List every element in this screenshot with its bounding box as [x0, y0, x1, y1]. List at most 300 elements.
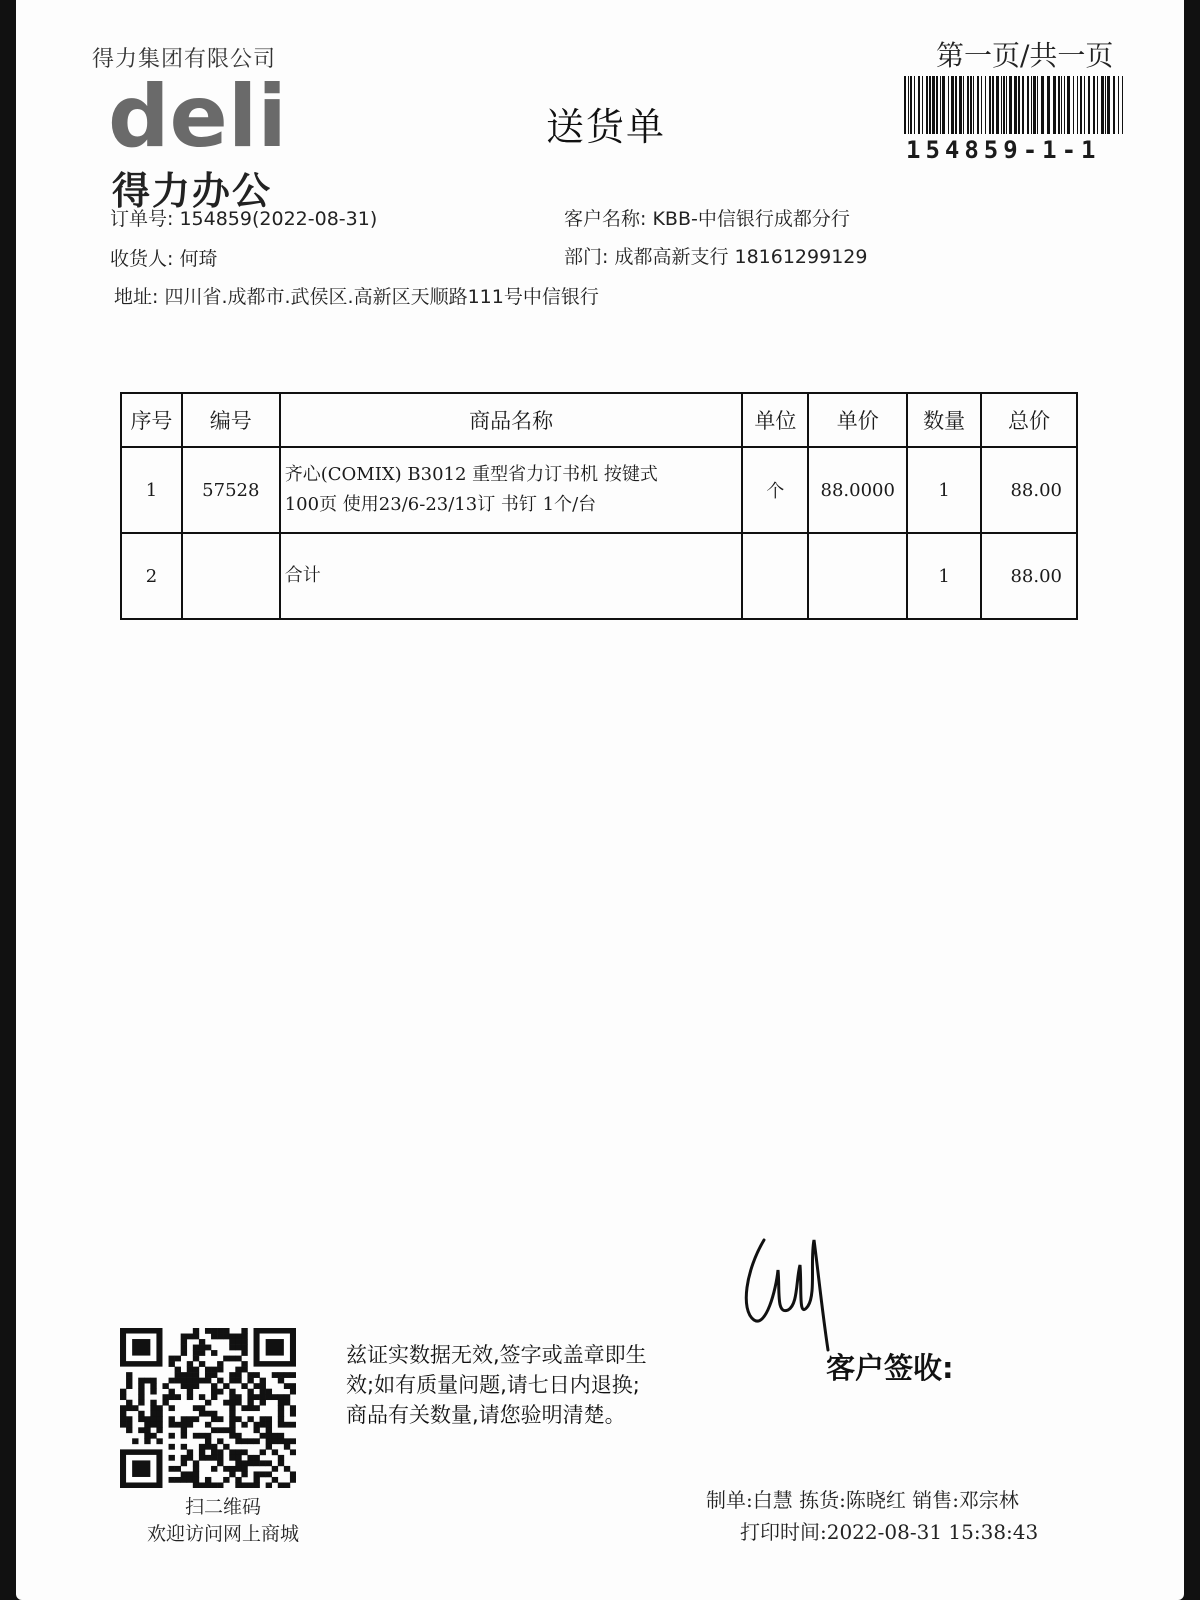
order-label: 订单号:: [110, 208, 174, 230]
qr-module: [229, 1416, 235, 1422]
qr-module: [235, 1367, 241, 1373]
qr-module: [223, 1477, 229, 1483]
qr-module: [120, 1405, 126, 1411]
qr-module: [193, 1356, 199, 1362]
qr-module: [254, 1394, 260, 1400]
qr-module: [211, 1444, 217, 1450]
qr-module: [193, 1460, 199, 1466]
qr-module: [254, 1471, 260, 1477]
qr-module: [223, 1466, 229, 1472]
qr-module: [223, 1334, 229, 1340]
qr-module: [211, 1482, 217, 1488]
qr-module: [260, 1416, 266, 1422]
barcode-bar: [1093, 76, 1095, 134]
qr-module: [260, 1422, 266, 1428]
qr-module: [120, 1416, 126, 1422]
qr-module: [211, 1383, 217, 1389]
cell-unit-price: 88.0000: [808, 447, 907, 533]
qr-module: [229, 1471, 235, 1477]
qr-module: [229, 1422, 235, 1428]
qr-module: [181, 1383, 187, 1389]
qr-module: [205, 1482, 211, 1488]
qr-module: [138, 1427, 144, 1433]
qr-module: [247, 1405, 253, 1411]
barcode-number: 154859-1-1: [906, 136, 1101, 164]
barcode-bar: [1088, 76, 1090, 134]
receiver-value: 何琦: [179, 248, 218, 270]
barcode-bar: [904, 76, 906, 134]
qr-module: [223, 1383, 229, 1389]
qr-module: [126, 1378, 132, 1384]
header-code: 编号: [182, 393, 280, 447]
qr-module: [254, 1438, 260, 1444]
qr-module: [181, 1422, 187, 1428]
qr-module: [229, 1339, 235, 1345]
barcode-bar: [910, 76, 912, 134]
barcode-bar: [1041, 76, 1044, 134]
qr-module: [241, 1482, 247, 1488]
barcode-bar: [1113, 76, 1115, 134]
qr-module: [266, 1394, 272, 1400]
barcode-bar: [1001, 76, 1002, 134]
qr-module: [150, 1411, 156, 1417]
barcode-bar: [963, 76, 964, 134]
qr-module: [229, 1411, 235, 1417]
qr-module: [260, 1433, 266, 1439]
qr-finder: [266, 1339, 284, 1356]
qr-module: [126, 1372, 132, 1378]
qr-module: [175, 1378, 181, 1384]
qr-module: [187, 1361, 193, 1367]
qr-module: [199, 1345, 205, 1351]
qr-module: [211, 1389, 217, 1395]
qr-module: [247, 1400, 253, 1406]
qr-module: [169, 1416, 175, 1422]
qr-module: [181, 1350, 187, 1356]
qr-module: [205, 1367, 211, 1373]
barcode-bar: [992, 76, 994, 134]
qr-module: [247, 1416, 253, 1422]
barcode-bar: [1097, 76, 1098, 134]
barcode-bar: [1053, 76, 1056, 134]
qr-module: [144, 1378, 150, 1384]
barcode-bar: [1033, 76, 1036, 134]
qr-module: [199, 1433, 205, 1439]
barcode-bar: [1003, 76, 1005, 134]
qr-module: [138, 1411, 144, 1417]
qr-module: [169, 1389, 175, 1395]
qr-module: [278, 1405, 284, 1411]
qr-module: [247, 1389, 253, 1395]
table-header-row: [121, 393, 1077, 447]
qr-module: [229, 1433, 235, 1439]
qr-module: [175, 1422, 181, 1428]
product-name-line2: 100页 使用23/6-23/13订 书钉 1个/台: [284, 494, 597, 515]
barcode-bar: [1037, 76, 1038, 134]
customer-name: [564, 204, 850, 231]
qr-module: [181, 1334, 187, 1340]
qr-module: [254, 1422, 260, 1428]
barcode-bar: [936, 76, 938, 134]
qr-module: [241, 1449, 247, 1455]
qr-module: [199, 1449, 205, 1455]
barcode-bar: [914, 76, 915, 134]
barcode-bar: [973, 76, 974, 134]
qr-module: [187, 1367, 193, 1373]
qr-finder: [132, 1460, 150, 1477]
barcode-bar: [908, 76, 909, 134]
barcode-bar: [1101, 76, 1104, 134]
qr-module: [254, 1482, 260, 1488]
qr-module: [254, 1405, 260, 1411]
qr-module: [211, 1427, 217, 1433]
barcode-bar: [1107, 76, 1110, 134]
header-product-name: 商品名称: [280, 393, 743, 447]
qr-module: [175, 1367, 181, 1373]
qr-module: [278, 1411, 284, 1417]
qr-module: [260, 1383, 266, 1389]
qr-module: [211, 1416, 217, 1422]
qr-module: [290, 1411, 296, 1417]
qr-module: [290, 1389, 296, 1395]
address: [114, 282, 599, 309]
barcode-bar: [1067, 76, 1070, 134]
qr-module: [187, 1394, 193, 1400]
qr-module: [217, 1482, 223, 1488]
qr-module: [247, 1372, 253, 1378]
qr-module: [169, 1455, 175, 1461]
qr-module: [223, 1444, 229, 1450]
barcode-bar: [981, 76, 982, 134]
header-quantity: 数量: [907, 393, 981, 447]
qr-module: [241, 1345, 247, 1351]
qr-module: [156, 1422, 162, 1428]
qr-module: [266, 1427, 272, 1433]
qr-module: [193, 1477, 199, 1483]
qr-module: [284, 1422, 290, 1428]
qr-module: [132, 1438, 138, 1444]
qr-finder: [132, 1339, 150, 1356]
qr-module: [217, 1334, 223, 1340]
barcode-bar: [955, 76, 957, 134]
qr-module: [254, 1460, 260, 1466]
qr-module: [266, 1389, 272, 1395]
qr-module: [211, 1334, 217, 1340]
qr-module: [235, 1345, 241, 1351]
qr-module: [229, 1345, 235, 1351]
qr-module: [175, 1477, 181, 1483]
barcode-bar: [1118, 76, 1119, 134]
qr-module: [229, 1378, 235, 1384]
qr-module: [241, 1422, 247, 1428]
qr-module: [266, 1460, 272, 1466]
qr-module: [181, 1378, 187, 1384]
qr-module: [241, 1438, 247, 1444]
barcode-bar: [1073, 76, 1074, 134]
qr-module: [260, 1389, 266, 1395]
qr-module: [247, 1455, 253, 1461]
department: [564, 242, 867, 269]
qr-module: [229, 1372, 235, 1378]
qr-module: [193, 1482, 199, 1488]
qr-module: [260, 1471, 266, 1477]
qr-module: [229, 1394, 235, 1400]
qr-module: [217, 1449, 223, 1455]
qr-module: [241, 1466, 247, 1472]
qr-module: [272, 1449, 278, 1455]
qr-module: [169, 1444, 175, 1450]
qr-module: [235, 1356, 241, 1362]
qr-module: [187, 1477, 193, 1483]
qr-module: [272, 1477, 278, 1483]
qr-module: [260, 1378, 266, 1384]
qr-module: [278, 1394, 284, 1400]
barcode-bar: [951, 76, 954, 134]
print-time: 打印时间:2022-08-31 15:38:43: [740, 1520, 1039, 1544]
header-unit-price: 单价: [808, 393, 907, 447]
qr-module: [187, 1378, 193, 1384]
qr-module: [229, 1466, 235, 1472]
qr-module: [266, 1471, 272, 1477]
qr-caption-line1: 扫二维码: [184, 1496, 261, 1518]
qr-module: [181, 1471, 187, 1477]
barcode-bar: [1077, 76, 1078, 134]
qr-module: [241, 1405, 247, 1411]
barcode-bar: [977, 76, 979, 134]
receiver: [110, 244, 217, 271]
qr-module: [144, 1416, 150, 1422]
qr-module: [272, 1394, 278, 1400]
barcode-bar: [940, 76, 941, 134]
qr-module: [260, 1394, 266, 1400]
cell-code: 57528: [182, 447, 280, 533]
qr-module: [187, 1372, 193, 1378]
cell-total: 88.00: [981, 533, 1077, 619]
qr-module: [150, 1389, 156, 1395]
qr-module: [235, 1482, 241, 1488]
barcode-bar: [1047, 76, 1050, 134]
qr-module: [193, 1466, 199, 1472]
qr-module: [205, 1345, 211, 1351]
qr-module: [199, 1361, 205, 1367]
qr-module: [150, 1378, 156, 1384]
qr-module: [156, 1411, 162, 1417]
qr-module: [217, 1378, 223, 1384]
qr-module: [138, 1389, 144, 1395]
qr-module: [278, 1433, 284, 1439]
qr-module: [229, 1427, 235, 1433]
qr-module: [187, 1422, 193, 1428]
qr-module: [169, 1356, 175, 1362]
qr-module: [169, 1477, 175, 1483]
qr-module: [290, 1422, 296, 1428]
qr-module: [247, 1482, 253, 1488]
qr-module: [193, 1471, 199, 1477]
qr-module: [272, 1466, 278, 1472]
qr-module: [278, 1400, 284, 1406]
qr-module: [284, 1438, 290, 1444]
qr-module: [181, 1455, 187, 1461]
qr-module: [169, 1422, 175, 1428]
customer-label: 客户名称:: [564, 208, 647, 230]
qr-module: [138, 1378, 144, 1384]
qr-module: [199, 1339, 205, 1345]
staff-line: 制单:白慧 拣货:陈晓红 销售:邓宗林: [706, 1488, 1019, 1512]
qr-module: [199, 1378, 205, 1384]
qr-module: [193, 1350, 199, 1356]
logo-chinese-text: 得力办公: [112, 169, 273, 213]
qr-caption: [128, 1494, 318, 1548]
notice-text: [346, 1340, 726, 1430]
barcode-bar: [1027, 76, 1029, 134]
qr-module: [241, 1328, 247, 1334]
qr-module: [156, 1438, 162, 1444]
qr-module: [187, 1383, 193, 1389]
qr-module: [144, 1433, 150, 1439]
qr-module: [126, 1400, 132, 1406]
notice-line: 效;如有质量问题,请七日内退换;: [346, 1373, 640, 1397]
qr-module: [181, 1427, 187, 1433]
qr-module: [266, 1444, 272, 1450]
customer-value: KBB-中信银行成都分行: [652, 208, 850, 230]
qr-module: [290, 1405, 296, 1411]
qr-module: [120, 1389, 126, 1395]
qr-module: [162, 1400, 168, 1406]
qr-module: [284, 1383, 290, 1389]
barcode-bar: [967, 76, 969, 134]
department-label: 部门:: [564, 246, 609, 268]
product-name-line1: 齐心(COMIX) B3012 重型省力订书机 按键式: [284, 464, 658, 485]
qr-module: [175, 1394, 181, 1400]
qr-module: [181, 1460, 187, 1466]
barcode-bar: [989, 76, 991, 134]
header-unit: 单位: [742, 393, 808, 447]
page-info: 第一页/共一页: [936, 39, 1114, 72]
qr-module: [235, 1372, 241, 1378]
qr-module: [169, 1405, 175, 1411]
qr-module: [175, 1372, 181, 1378]
qr-module: [266, 1422, 272, 1428]
qr-module: [120, 1411, 126, 1417]
qr-module: [169, 1378, 175, 1384]
qr-module: [126, 1422, 132, 1428]
qr-module: [229, 1334, 235, 1340]
qr-module: [235, 1378, 241, 1384]
qr-module: [144, 1427, 150, 1433]
qr-module: [290, 1449, 296, 1455]
qr-module: [235, 1460, 241, 1466]
qr-module: [223, 1427, 229, 1433]
qr-module: [235, 1477, 241, 1483]
qr-module: [278, 1422, 284, 1428]
qr-module: [284, 1400, 290, 1406]
qr-module: [169, 1361, 175, 1367]
qr-module: [138, 1400, 144, 1406]
qr-module: [235, 1466, 241, 1472]
qr-module: [266, 1433, 272, 1439]
qr-module: [284, 1482, 290, 1488]
cell-seq: 1: [121, 447, 182, 533]
barcode-bar: [970, 76, 972, 134]
qr-module: [284, 1394, 290, 1400]
qr-module: [120, 1394, 126, 1400]
qr-module: [254, 1455, 260, 1461]
qr-module: [150, 1383, 156, 1389]
qr-module: [217, 1427, 223, 1433]
qr-module: [247, 1438, 253, 1444]
receiver-label: 收货人:: [110, 248, 174, 270]
qr-module: [217, 1460, 223, 1466]
qr-module: [175, 1466, 181, 1472]
address-label: 地址:: [114, 286, 159, 308]
qr-module: [181, 1477, 187, 1483]
barcode-bar: [1058, 76, 1060, 134]
cell-unit: 个: [742, 447, 808, 533]
qr-module: [199, 1350, 205, 1356]
barcode-bar: [1105, 76, 1106, 134]
barcode-bar: [1018, 76, 1020, 134]
qr-module: [247, 1394, 253, 1400]
cell-unit-price: [808, 533, 907, 619]
qr-module: [217, 1367, 223, 1373]
qr-module: [138, 1394, 144, 1400]
qr-module: [150, 1422, 156, 1428]
barcode-bar: [1122, 76, 1123, 134]
qr-module: [169, 1433, 175, 1439]
qr-module: [211, 1328, 217, 1334]
qr-module: [181, 1444, 187, 1450]
qr-module: [278, 1455, 284, 1461]
table-row: [121, 447, 1077, 533]
qr-module: [162, 1394, 168, 1400]
qr-module: [235, 1400, 241, 1406]
qr-module: [199, 1455, 205, 1461]
qr-module: [193, 1345, 199, 1351]
qr-module: [211, 1367, 217, 1373]
qr-module: [223, 1400, 229, 1406]
qr-module: [235, 1438, 241, 1444]
qr-module: [126, 1427, 132, 1433]
qr-module: [205, 1411, 211, 1417]
qr-module: [199, 1444, 205, 1450]
qr-module: [175, 1356, 181, 1362]
qr-module: [241, 1383, 247, 1389]
qr-module: [211, 1372, 217, 1378]
barcode: [904, 76, 1126, 134]
qr-module: [235, 1334, 241, 1340]
qr-module: [241, 1367, 247, 1373]
qr-module: [193, 1372, 199, 1378]
order-number: [110, 204, 377, 231]
address-value: 四川省.成都市.武侯区.高新区天顺路111号中信银行: [164, 286, 599, 308]
qr-module: [284, 1444, 290, 1450]
qr-module: [260, 1449, 266, 1455]
qr-module: [126, 1383, 132, 1389]
qr-module: [193, 1405, 199, 1411]
barcode-bar: [932, 76, 935, 134]
qr-module: [187, 1416, 193, 1422]
qr-module: [266, 1438, 272, 1444]
qr-module: [278, 1378, 284, 1384]
qr-module: [193, 1328, 199, 1334]
qr-module: [205, 1400, 211, 1406]
handwritten-signature: [736, 1210, 856, 1360]
qr-module: [229, 1356, 235, 1362]
qr-module: [211, 1455, 217, 1461]
qr-module: [241, 1460, 247, 1466]
qr-module: [217, 1328, 223, 1334]
barcode-bar: [985, 76, 986, 134]
